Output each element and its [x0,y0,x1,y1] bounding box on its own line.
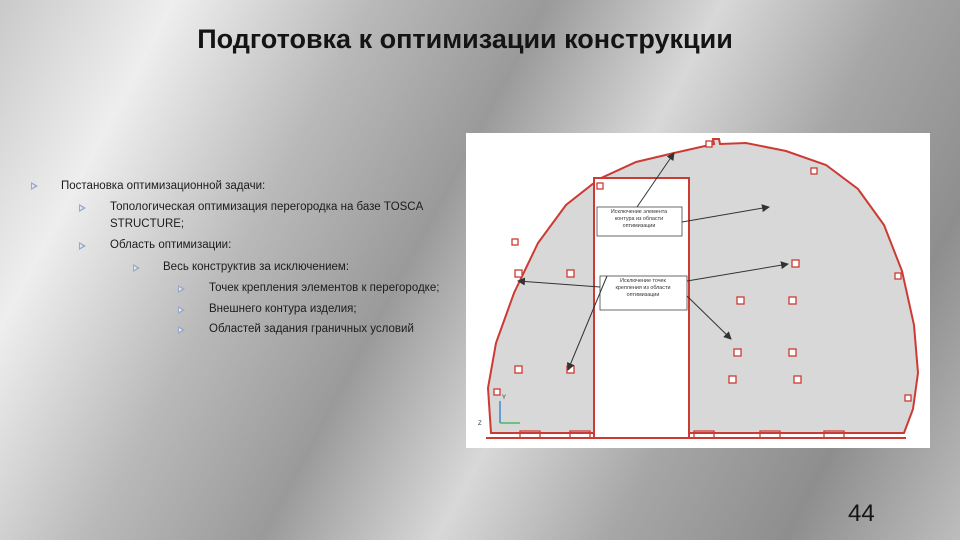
bullet-arrow-icon [178,326,185,334]
bullet-arrow-icon [31,182,38,190]
bullet-level2-continuation: STRUCTURE; [110,218,185,230]
callout-text-1: Исключение элемента контура из области оптимизации [610,209,668,229]
optimization-diagram-svg [466,133,930,448]
bullet-level4: Точек крепления элементов к перегородке; [209,282,440,294]
bullet-level1: Постановка оптимизационной задачи: [61,180,266,192]
bullet-arrow-icon [133,264,140,272]
bullet-arrow-icon [178,285,185,293]
structure-outline [488,139,918,433]
axis-label-z: Z [478,421,482,427]
bullet-level3: Весь конструктив за исключением: [163,261,350,273]
bullet-level2: Топологическая оптимизация перегородка на базе TOSCA [110,201,424,213]
optimization-diagram [466,133,930,448]
callout-text-2: Исключение точек крепления из области оптимизации [615,278,671,298]
bullet-level4: Внешнего контура изделия; [209,303,357,315]
slide-title: Подготовка к оптимизации конструкции [197,24,733,54]
axis-label-y: Y [502,395,507,401]
bullet-arrow-icon [79,242,86,250]
bullet-arrow-icon [178,306,185,314]
bullet-arrow-icon [79,204,86,212]
bullet-level2: Область оптимизации: [110,239,232,251]
bullet-level4: Областей задания граничных условий [209,323,414,335]
page-number: 44 [848,500,875,527]
